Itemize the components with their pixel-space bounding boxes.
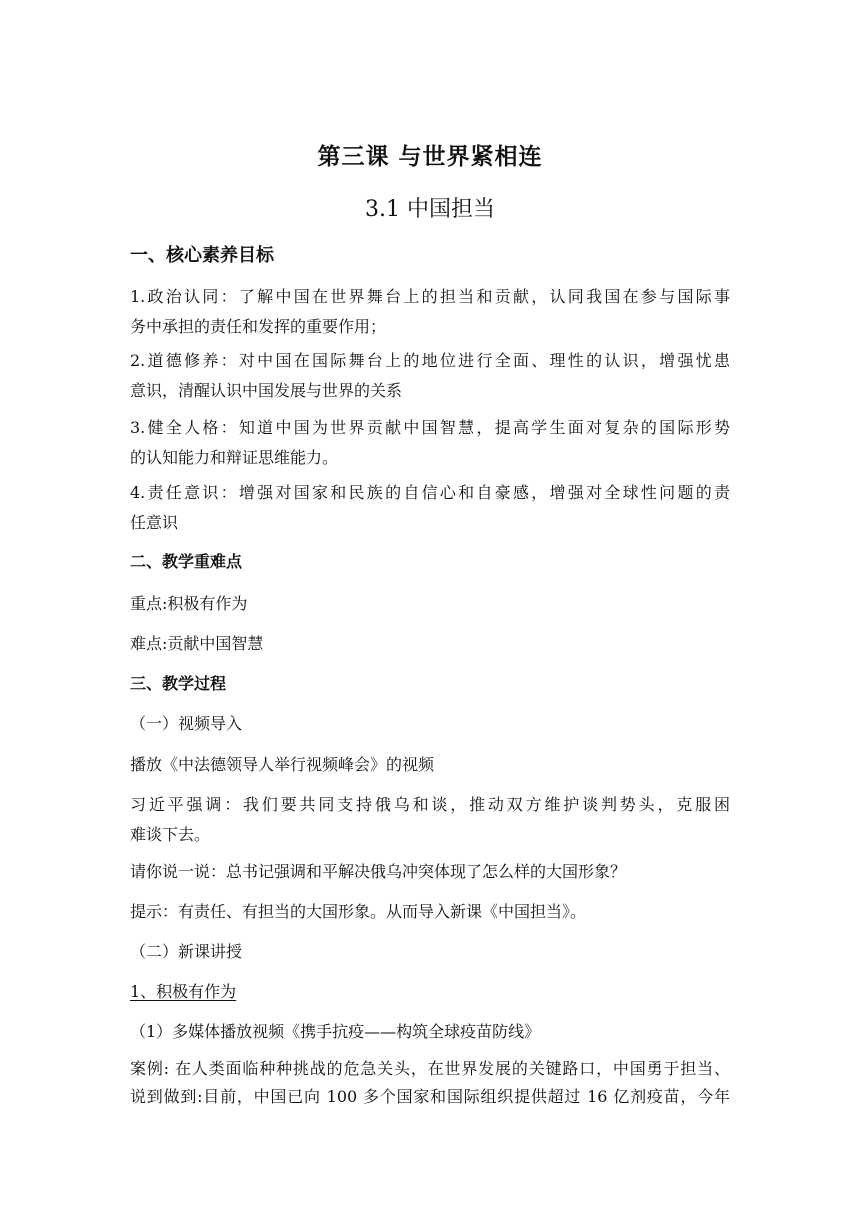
- difficult-point: 难点:贡献中国智慧: [130, 634, 264, 653]
- video-line: 播放《中法德领导人举行视频峰会》的视频: [130, 755, 435, 774]
- lesson-subtitle: 3.1 中国担当: [365, 197, 495, 222]
- key-point: 重点:积极有作为: [130, 594, 248, 613]
- case-line-1: 案例: 在人类面临种种挑战的危急关头，在世界发展的关键路口，中国勇于担当、: [130, 1059, 730, 1078]
- section-heading-goals: 一、核心素养目标: [130, 245, 274, 266]
- goal-4-line-1: 4.责任意识：增强对国家和民族的自信心和自豪感，增强对全球性问题的责: [130, 483, 730, 502]
- hint-line: 提示：有责任、有担当的大国形象。从而导入新课《中国担当》。: [130, 902, 587, 921]
- section-heading-key-points: 二、教学重难点: [130, 552, 243, 571]
- quote-line-2: 难谈下去。: [130, 825, 211, 844]
- media-line: （1）多媒体播放视频《携手抗疫——构筑全球疫苗防线》: [130, 1022, 541, 1041]
- part-new-lesson: （二）新课讲授: [130, 942, 243, 961]
- section-heading-process: 三、教学过程: [130, 674, 227, 693]
- goal-3-line-2: 的认知能力和辩证思维能力。: [130, 448, 339, 467]
- goal-1-line-1: 1.政治认同：了解中国在世界舞台上的担当和贡献，认同我国在参与国际事: [130, 287, 730, 306]
- goal-3-line-1: 3.健全人格：知道中国为世界贡献中国智慧，提高学生面对复杂的国际形势: [130, 418, 730, 437]
- subsection-active: 1、积极有作为: [130, 982, 237, 1001]
- goal-2-line-1: 2.道德修养：对中国在国际舞台上的地位进行全面、理性的认识，增强忧患: [130, 351, 730, 370]
- quote-line-1: 习近平强调：我们要共同支持俄乌和谈，推动双方维护谈判势头，克服困: [130, 795, 730, 814]
- goal-4-line-2: 任意识: [130, 513, 179, 532]
- goal-1-line-2: 务中承担的责任和发挥的重要作用；: [130, 317, 387, 336]
- case-line-2: 说到做到:目前，中国已向 100 多个国家和国际组织提供超过 16 亿剂疫苗，今年: [130, 1087, 730, 1106]
- question-line: 请你说一说：总书记强调和平解决俄乌冲突体现了怎么样的大国形象？: [130, 862, 627, 881]
- goal-2-line-2: 意识，清醒认识中国发展与世界的关系: [130, 381, 403, 400]
- lesson-title: 第三课 与世界紧相连: [317, 143, 543, 170]
- part-video-intro: （一）视频导入: [130, 714, 243, 733]
